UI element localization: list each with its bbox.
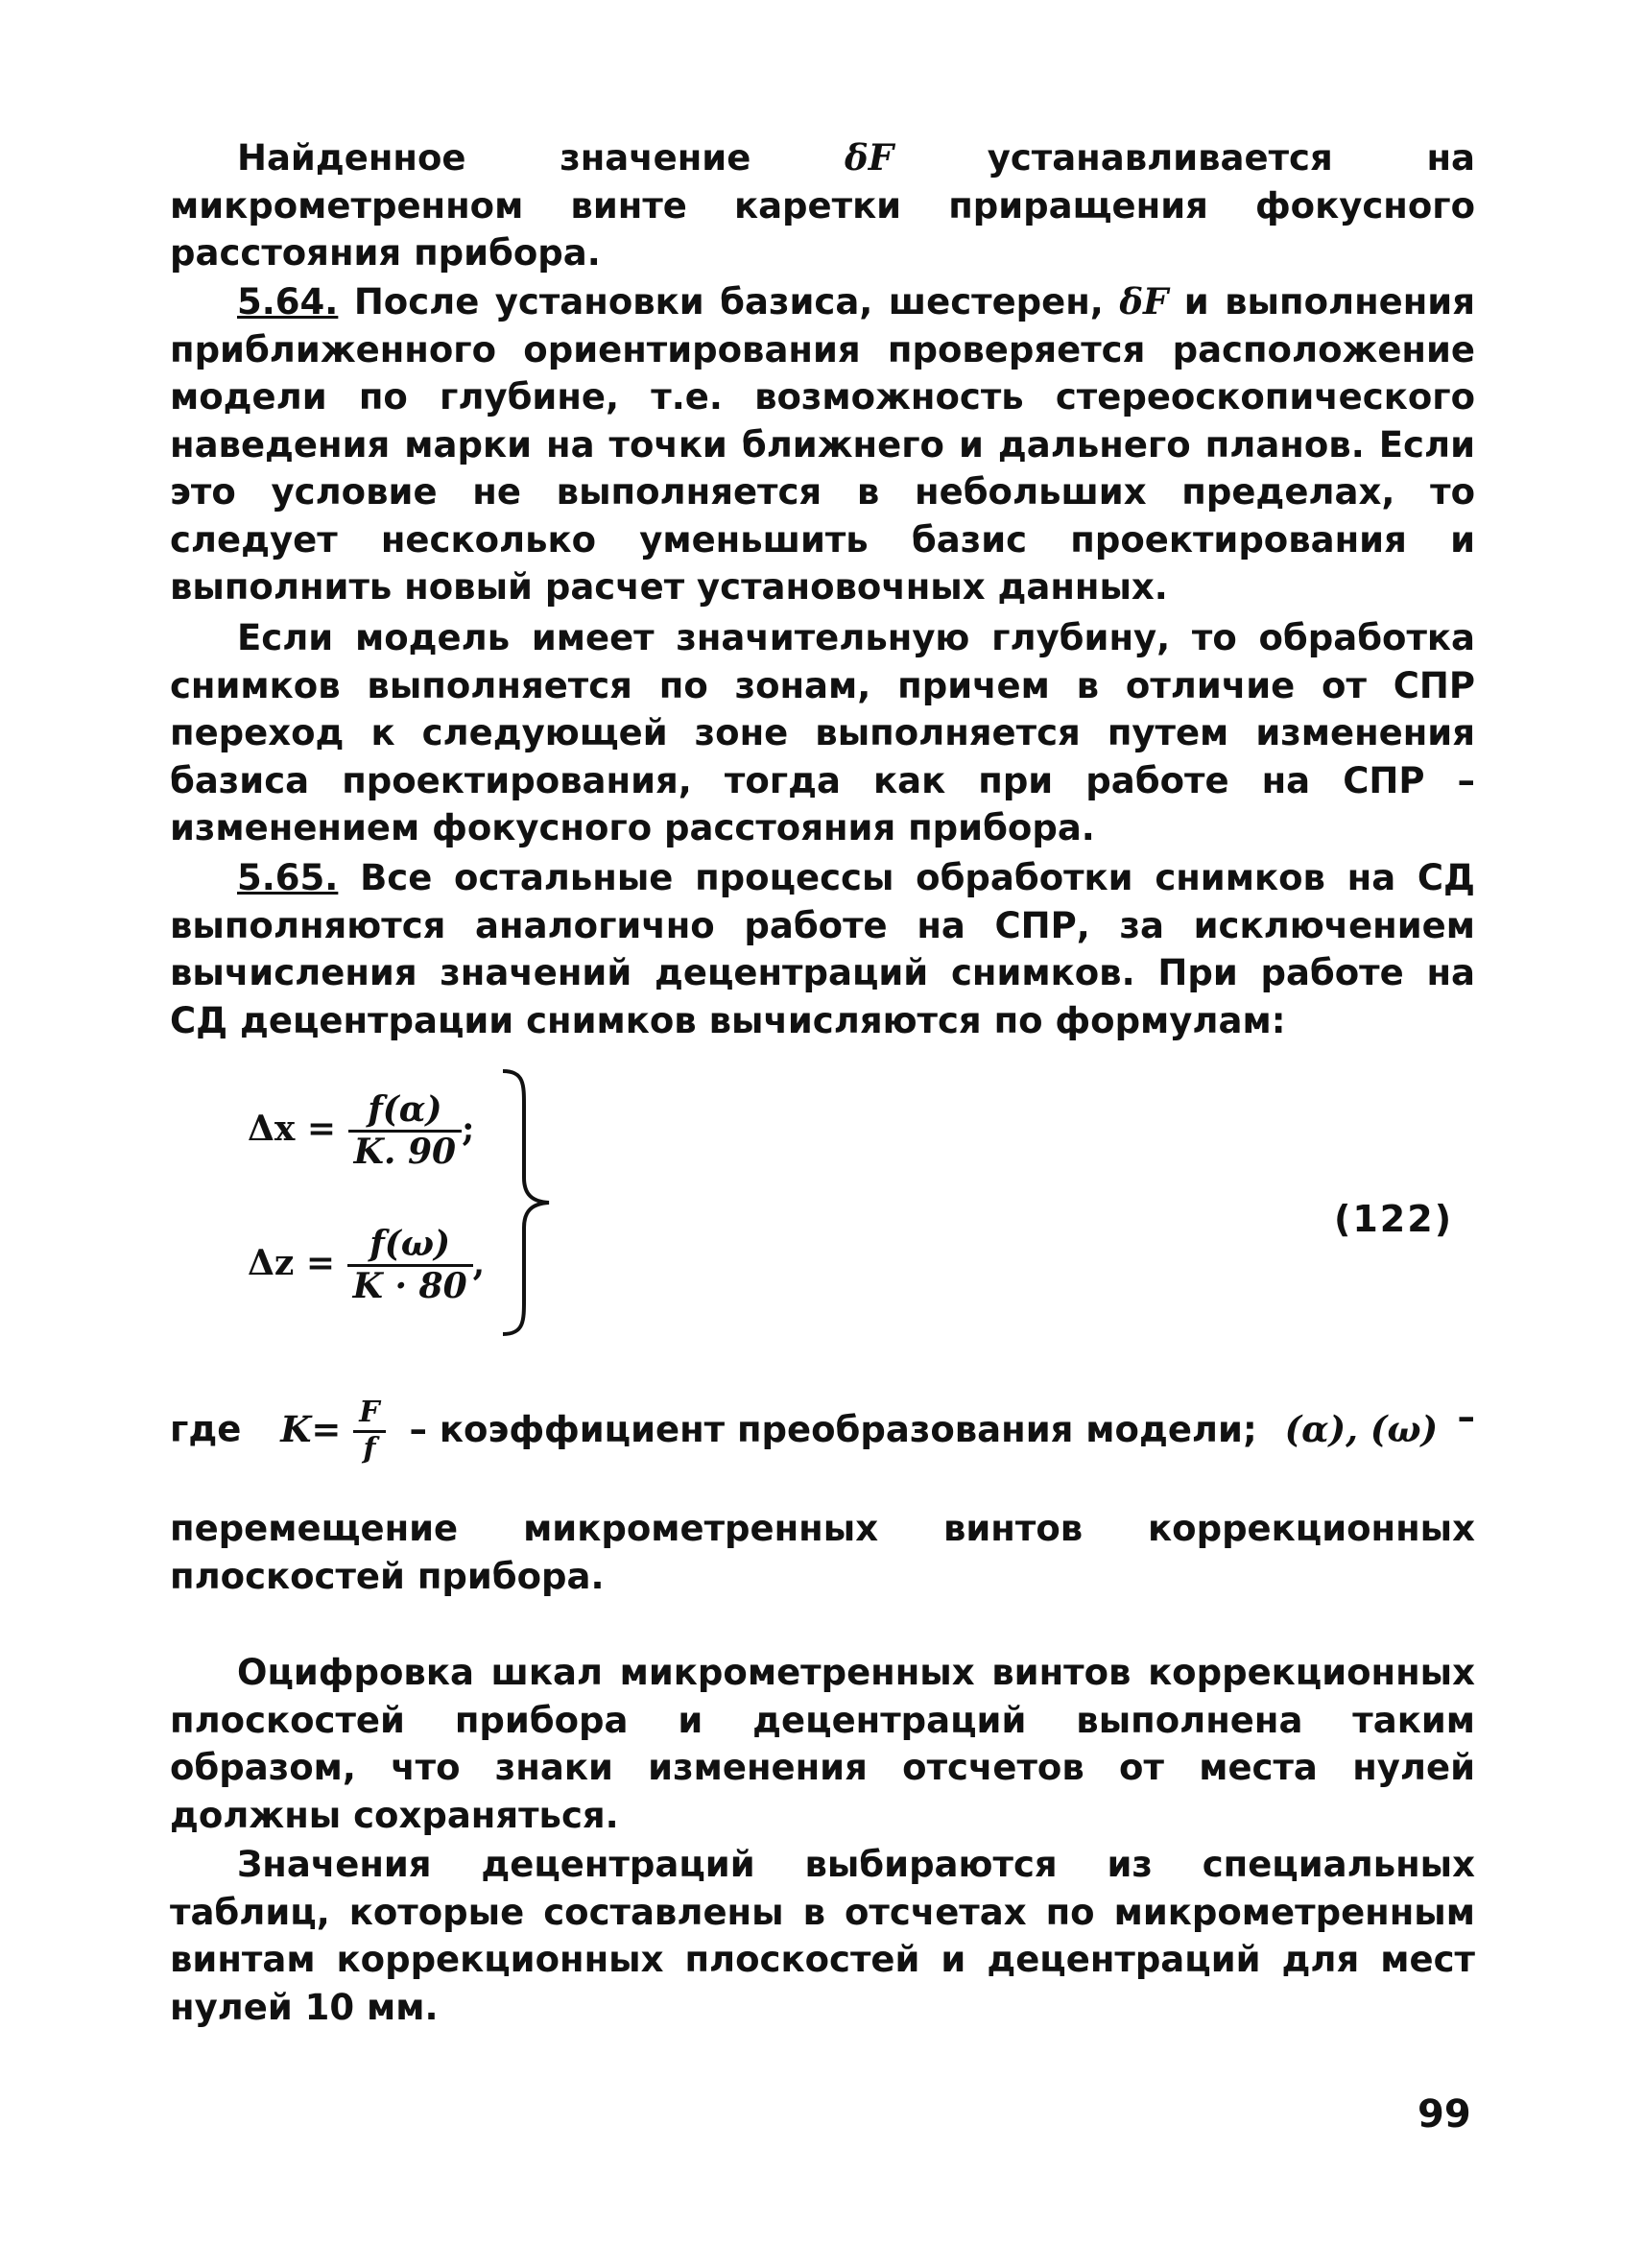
k-lhs: K= — [280, 1407, 342, 1450]
formula-line-dx — [248, 1090, 474, 1173]
paragraph-3: Если модель имеет значительную глубину, то обработка снимков выполняется по зонам, причем в отличие от СПР переход к следующей зоне выполняется путем изменения базиса проектирования, тогда как при работе на СПР – изменением фокусного расстояния прибора. — [170, 617, 1475, 848]
paragraph-2-text-a: После установки базиса, шестерен, — [338, 281, 1120, 322]
section-number-5-65: 5.65. — [237, 857, 339, 898]
dx-numerator: f(α) — [348, 1090, 462, 1133]
right-brace-icon — [497, 1067, 555, 1338]
dx-lhs: Δx = — [248, 1108, 337, 1149]
formula-line-dz — [248, 1225, 485, 1307]
paragraph-1 — [170, 134, 1475, 277]
dz-fraction — [347, 1225, 473, 1307]
page-number: 99 — [1418, 2092, 1471, 2137]
equation-number: (122) — [1334, 1198, 1454, 1240]
paragraph-4-text: Все остальные процессы обработки снимков на СД выполняются аналогично работе на СПР, за исключением вычисления значений децентраций снимков. При работе на СД децентрации снимков вычисляются по формулам: — [170, 857, 1475, 1041]
k-denominator: f — [363, 1431, 376, 1466]
dz-numerator: f(ω) — [347, 1225, 473, 1267]
k-fraction — [353, 1397, 385, 1466]
delta-f-symbol: δF — [845, 136, 893, 179]
paragraph-2-text-b: и выполнения приближенного ориентирования проверяется расположение модели по глубине, т.е. возможность стереоскопического наведения марки на точки ближнего и дальнего планов. Если это условие не выполняется в небольших пределах, то следует несколько уменьшить базис проектирования и выполнить новый расчет установочных данных. — [170, 281, 1475, 608]
dx-fraction — [348, 1090, 462, 1173]
section-number-5-64: 5.64. — [237, 281, 339, 322]
where-word: где — [170, 1408, 242, 1450]
k-numerator: F — [353, 1397, 385, 1433]
trailing-dash: – — [1457, 1397, 1475, 1438]
alpha-omega-symbols: (α), (ω) — [1284, 1407, 1439, 1450]
paragraph-5: перемещение микрометренных винтов коррекционных плоскостей прибора. — [170, 1508, 1475, 1597]
dz-denominator: K · 80 — [352, 1266, 467, 1307]
dz-comma: , — [472, 1242, 486, 1283]
paragraph-1-text-a: Найденное значение — [237, 137, 846, 179]
paragraph-7: Значения децентраций выбираются из специальных таблиц, которые составлены в отсчетах по микрометренным винтам коррекционных плоскостей и децентраций для мест нулей 10 мм. — [170, 1844, 1475, 2028]
paragraph-section-5-64 — [170, 278, 1475, 611]
where-line — [170, 1397, 1475, 1466]
paragraph-6: Оцифровка шкал микрометренных винтов коррекционных плоскостей прибора и децентраций выполнена таким образом, что знаки изменения отсчетов от места нулей должны сохраняться. — [170, 1652, 1475, 1836]
dx-denominator: K. 90 — [353, 1132, 457, 1173]
paragraph-section-5-65 — [170, 854, 1475, 1044]
where-description: – коэффициент преобразования модели; — [409, 1408, 1257, 1450]
delta-f-symbol: δF — [1119, 280, 1169, 322]
dz-lhs: Δz = — [248, 1242, 336, 1283]
paragraph-1-text-b: устанавливается на микрометренном винте каретки приращения фокусного расстояния прибора. — [170, 137, 1475, 274]
dx-semicolon: ; — [462, 1108, 475, 1149]
